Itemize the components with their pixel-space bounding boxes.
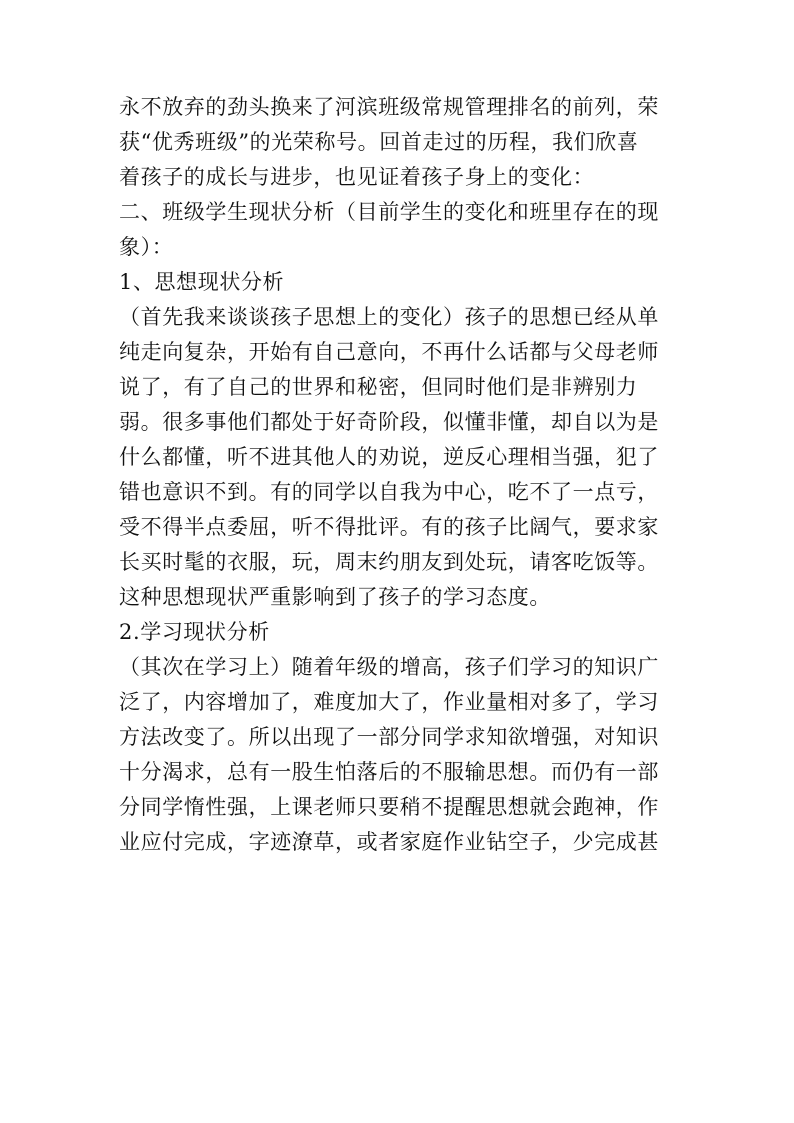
body-text	[119, 90, 679, 860]
text-line: 这种思想现状严重影响到了孩子的学习态度。	[119, 585, 551, 609]
text-line: 错也意识不到。有的同学以自我为中心，吃不了一点亏，	[119, 480, 659, 504]
subsection-heading: 2.学习现状分析	[119, 620, 270, 644]
text-line: （其次在学习上）随着年级的增高，孩子们学习的知识广	[119, 655, 659, 679]
text-line: 方法改变了。所以出现了一部分同学求知欲增强，对知识	[119, 725, 659, 749]
text-line: 长买时髦的衣服，玩，周末约朋友到处玩，请客吃饭等。	[119, 550, 659, 574]
section-heading: 二、班级学生现状分析（目前学生的变化和班里存在的现	[119, 200, 659, 224]
text-line: 永不放弃的劲头换来了河滨班级常规管理排名的前列，荣	[119, 95, 659, 119]
text-line: 业应付完成，字迹潦草，或者家庭作业钻空子，少完成甚	[119, 830, 659, 854]
section-heading-continued: 象）：	[119, 235, 174, 259]
text-line: 获“优秀班级”的光荣称号。回首走过的历程，我们欣喜	[119, 130, 639, 154]
text-line: 泛了，内容增加了，难度加大了，作业量相对多了，学习	[119, 690, 659, 714]
text-line: 说了，有了自己的世界和秘密，但同时他们是非辨别力	[119, 375, 638, 399]
text-line: 纯走向复杂，开始有自己意向，不再什么话都与父母老师	[119, 340, 659, 364]
text-line: （首先我来谈谈孩子思想上的变化）孩子的思想已经从单	[119, 305, 659, 329]
text-line: 十分渴求，总有一股生怕落后的不服输思想。而仍有一部	[119, 760, 659, 784]
subsection-heading: 1、思想现状分析	[119, 270, 285, 294]
text-line: 受不得半点委屈，听不得批评。有的孩子比阔气，要求家	[119, 515, 659, 539]
text-line: 什么都懂，听不进其他人的劝说，逆反心理相当强，犯了	[119, 445, 659, 469]
text-line: 分同学惰性强，上课老师只要稍不提醒思想就会跑神，作	[119, 795, 659, 819]
text-line: 弱。很多事他们都处于好奇阶段，似懂非懂，却自以为是	[119, 410, 659, 434]
text-line: 着孩子的成长与进步，也见证着孩子身上的变化：	[119, 165, 595, 189]
